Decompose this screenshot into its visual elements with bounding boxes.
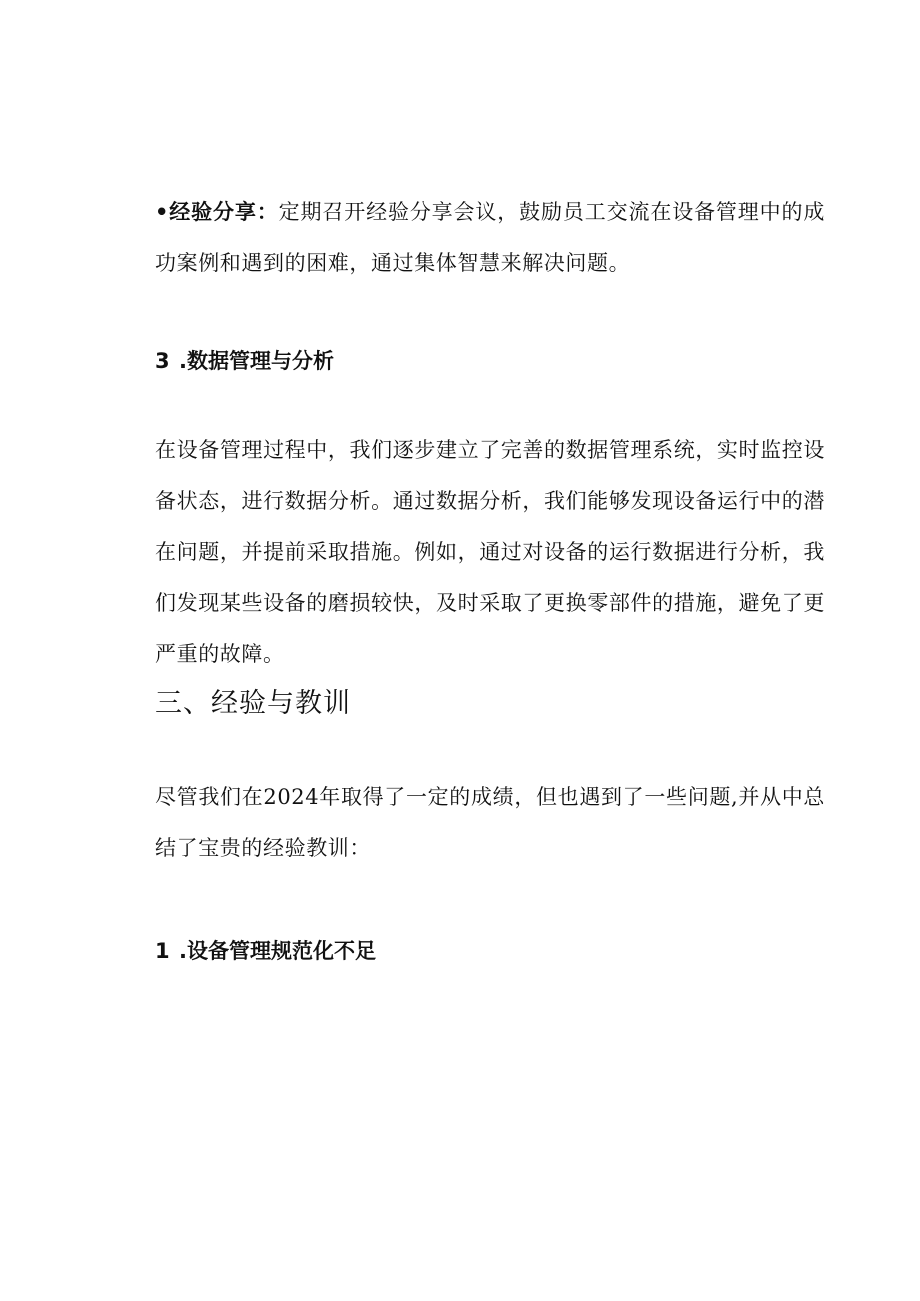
section-heading-lessons: 三、经验与教训 [155,688,351,719]
data-management-text: 在设备管理过程中，我们逐步建立了完善的数据管理系统，实时监控设备状态，进行数据分析。通过数据分析，我们能够发现设备运行中的潜在问题，并提前采取措施。例如，通过对设备的运行数据进行分析，我们发现某些设备的磨损较快，及时采取了更换零部件的措施，避免了更严重的故障。 [155,438,825,666]
experience-sharing-paragraph [155,187,825,289]
lessons-intro-text: 尽管我们在2024年取得了一定的成绩，但也遇到了一些问题,并从中总结了宝贵的经验教训： [155,785,825,860]
lessons-intro-paragraph [155,772,825,874]
bullet-point: • [155,200,170,224]
data-management-paragraph [155,425,825,680]
data-management-subheading [155,346,825,376]
subheading-number: 3 [155,349,170,373]
experience-sharing-text: 定期召开经验分享会议，鼓励员工交流在设备管理中的成功案例和遇到的困难，通过集体智慧来解决问题。 [155,200,825,275]
standardization-subheading [155,936,825,966]
subheading-title: .设备管理规范化不足 [179,939,376,963]
subheading-title: .数据管理与分析 [179,349,334,373]
subheading-number: 1 [155,939,170,963]
experience-sharing-label: 经验分享： [169,200,279,224]
